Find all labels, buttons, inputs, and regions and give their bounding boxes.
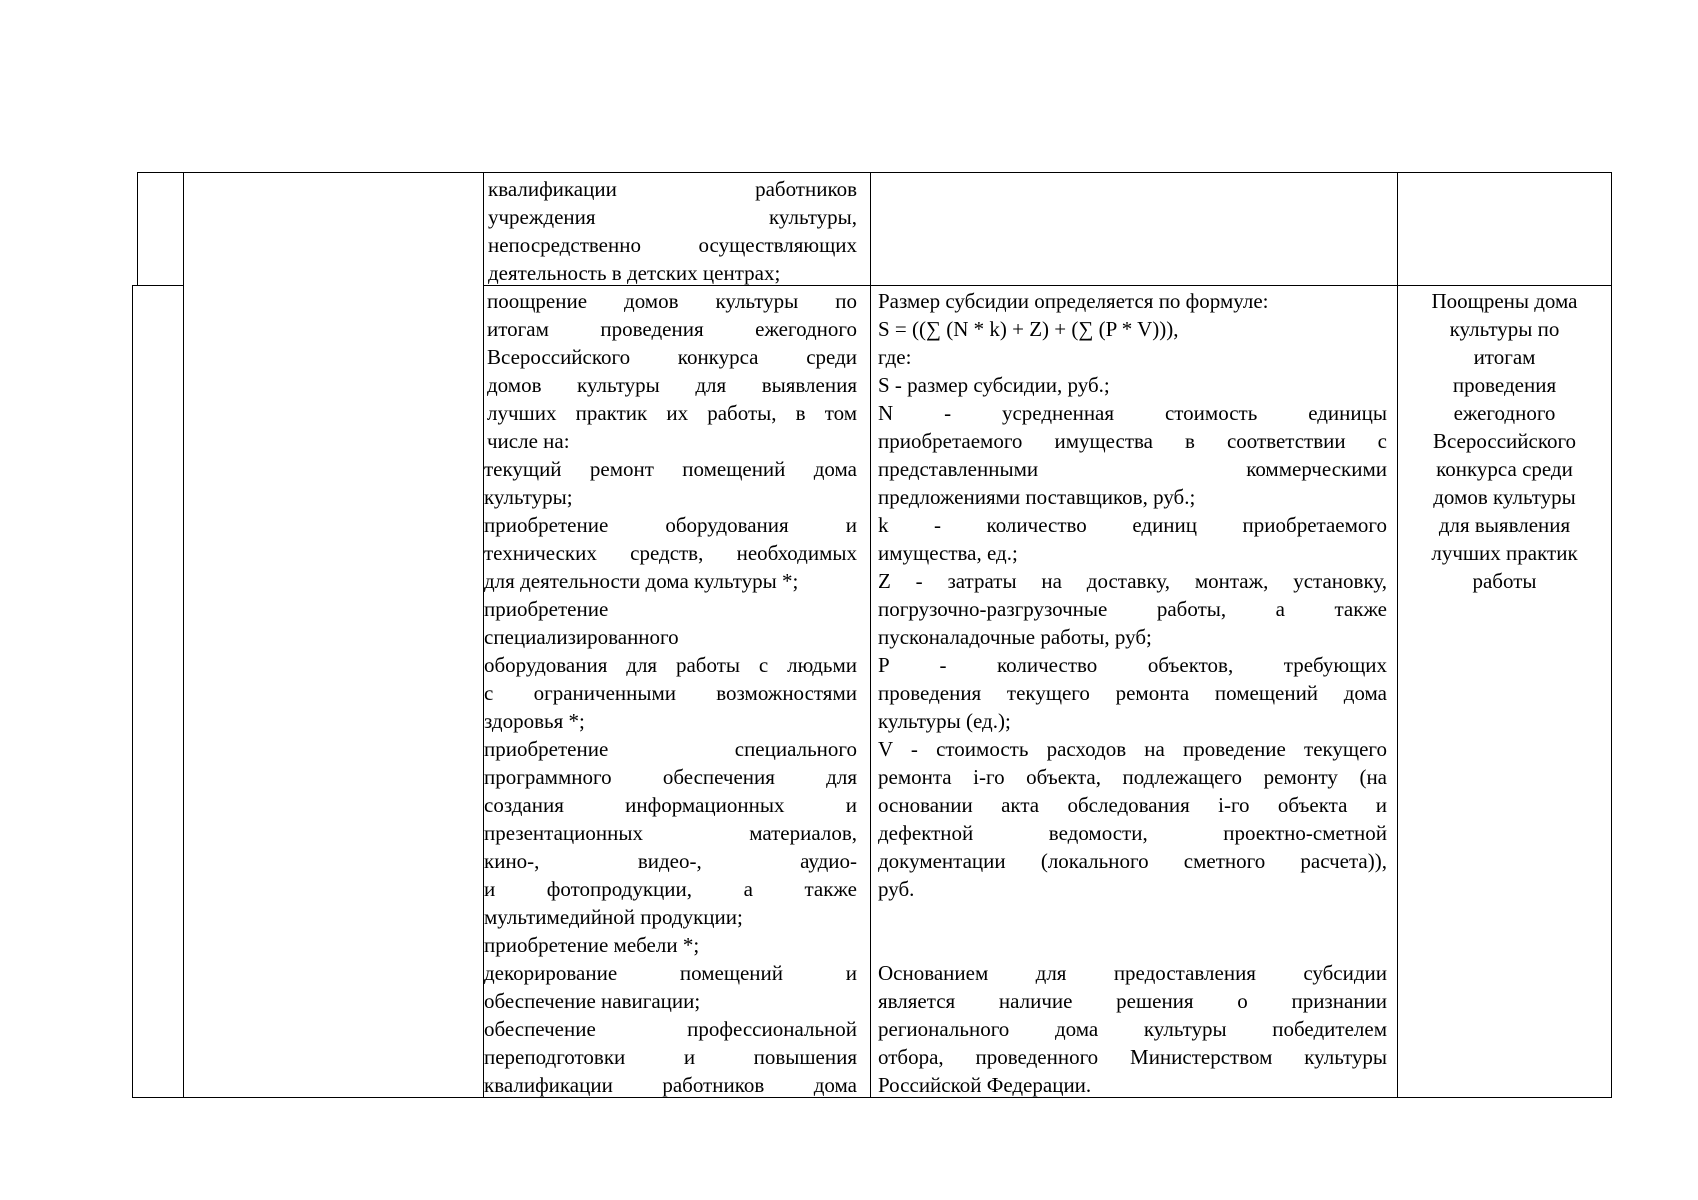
table-top-border (137, 172, 1612, 173)
text-line: пусконаладочные работы, руб; (878, 625, 1152, 649)
text-line: для деятельности дома культуры *; (484, 569, 799, 593)
text-line: культуры по (1449, 317, 1560, 341)
text-line: культуры; (484, 485, 573, 509)
text-line: здоровья *; (484, 709, 585, 733)
text-line: проведения (1452, 373, 1557, 397)
blank-line (878, 931, 1387, 959)
text-line: культуры (ед.); (878, 709, 1011, 733)
text-line: итогам (1473, 345, 1536, 369)
col-line-0-lower (132, 285, 133, 1098)
text-line: Основанием для предоставления субсидии (878, 961, 1387, 985)
text-line: приобретение оборудования и (484, 513, 857, 537)
text-line: числе на: (487, 429, 570, 453)
text-line: лучших практик их работы, в том (487, 401, 857, 425)
text-line: учреждения культуры, (488, 205, 857, 229)
text-line: где: (878, 345, 912, 369)
text-line: обеспечение профессиональной (484, 1017, 857, 1041)
text-line: обеспечение навигации; (484, 989, 701, 1013)
col-line-5 (1611, 172, 1612, 1098)
text-line: презентационных материалов, (484, 821, 857, 845)
text-line: Всероссийского конкурса среди (487, 345, 857, 369)
text-line: конкурса среди (1436, 457, 1573, 481)
text-line: мультимедийной продукции; (484, 905, 743, 929)
text-line: V - стоимость расходов на проведение текущего (878, 737, 1387, 761)
text-line: ежегодного (1453, 401, 1556, 425)
text-line: Всероссийского (1432, 429, 1577, 453)
blank-line (878, 903, 1387, 931)
text-line: документации (локального сметного расчета)), (878, 849, 1387, 873)
text-line: k - количество единиц приобретаемого (878, 513, 1387, 537)
text-line: погрузочно-разгрузочные работы, а также (878, 597, 1387, 621)
row1-activity-cell (488, 175, 857, 287)
text-line: представленными коммерческими (878, 457, 1387, 481)
row2-activity-cell (484, 287, 857, 1099)
text-line: технических средств, необходимых (484, 541, 857, 565)
text-line: лучших практик (1431, 541, 1578, 565)
col-line-0-upper (137, 172, 138, 286)
text-line: домов культуры для выявления (487, 373, 857, 397)
text-line: N - усредненная стоимость единицы (878, 401, 1387, 425)
text-line: квалификации работников (488, 177, 857, 201)
text-line: текущий ремонт помещений дома (484, 457, 857, 481)
text-line: отбора, проведенного Министерством культуры (878, 1045, 1387, 1069)
text-line: дефектной ведомости, проектно-сметной (878, 821, 1387, 845)
text-line: Размер субсидии определяется по формуле: (878, 289, 1269, 313)
text-line: имущества, ед.; (878, 541, 1018, 565)
text-line: S - размер субсидии, руб.; (878, 373, 1110, 397)
text-line: переподготовки и повышения (484, 1045, 857, 1069)
text-line: руб. (878, 877, 915, 901)
text-line: домов культуры (1433, 485, 1576, 509)
text-line: приобретение (484, 597, 609, 621)
text-line: приобретение мебели *; (484, 933, 700, 957)
text-line: основании акта обследования i-го объекта и (878, 793, 1387, 817)
text-line: специализированного (484, 625, 679, 649)
row2-result-cell (1398, 287, 1611, 595)
col-line-3 (870, 172, 871, 1098)
text-line: приобретаемого имущества в соответствии с (878, 429, 1387, 453)
text-line: с ограниченными возможностями (484, 681, 857, 705)
text-line: для выявления (1438, 513, 1571, 537)
text-line: и фотопродукции, а также (484, 877, 857, 901)
text-line: является наличие решения о признании (878, 989, 1387, 1013)
text-line: деятельность в детских центрах; (488, 261, 781, 285)
text-line: работы (1472, 569, 1537, 593)
row-divider (132, 285, 184, 286)
text-line: оборудования для работы с людьми (484, 653, 857, 677)
text-line: итогам проведения ежегодного (487, 317, 857, 341)
text-line: P - количество объектов, требующих (878, 653, 1387, 677)
text-line: Поощрены дома (1431, 289, 1578, 313)
row2-formula-cell (878, 287, 1387, 1099)
text-line: квалификации работников дома (484, 1073, 857, 1097)
text-line: поощрение домов культуры по (487, 289, 857, 313)
text-line: программного обеспечения для (484, 765, 857, 789)
text-line: декорирование помещений и (484, 961, 857, 985)
text-line: Z - затраты на доставку, монтаж, установку, (878, 569, 1387, 593)
text-line: регионального дома культуры победителем (878, 1017, 1387, 1041)
text-line: ремонта i-го объекта, подлежащего ремонту (на (878, 765, 1387, 789)
text-line: приобретение специального (484, 737, 857, 761)
text-line: проведения текущего ремонта помещений дома (878, 681, 1387, 705)
col-line-1 (183, 172, 184, 1098)
text-line: создания информационных и (484, 793, 857, 817)
text-line: непосредственно осуществляющих (488, 233, 857, 257)
table-bottom-border (132, 1097, 1612, 1098)
text-line: предложениями поставщиков, руб.; (878, 485, 1196, 509)
text-line: Российской Федерации. (878, 1073, 1092, 1097)
formula-line: S = ((∑ (N * k) + Z) + (∑ (P * V))), (878, 317, 1179, 341)
text-line: кино-, видео-, аудио- (484, 849, 857, 873)
